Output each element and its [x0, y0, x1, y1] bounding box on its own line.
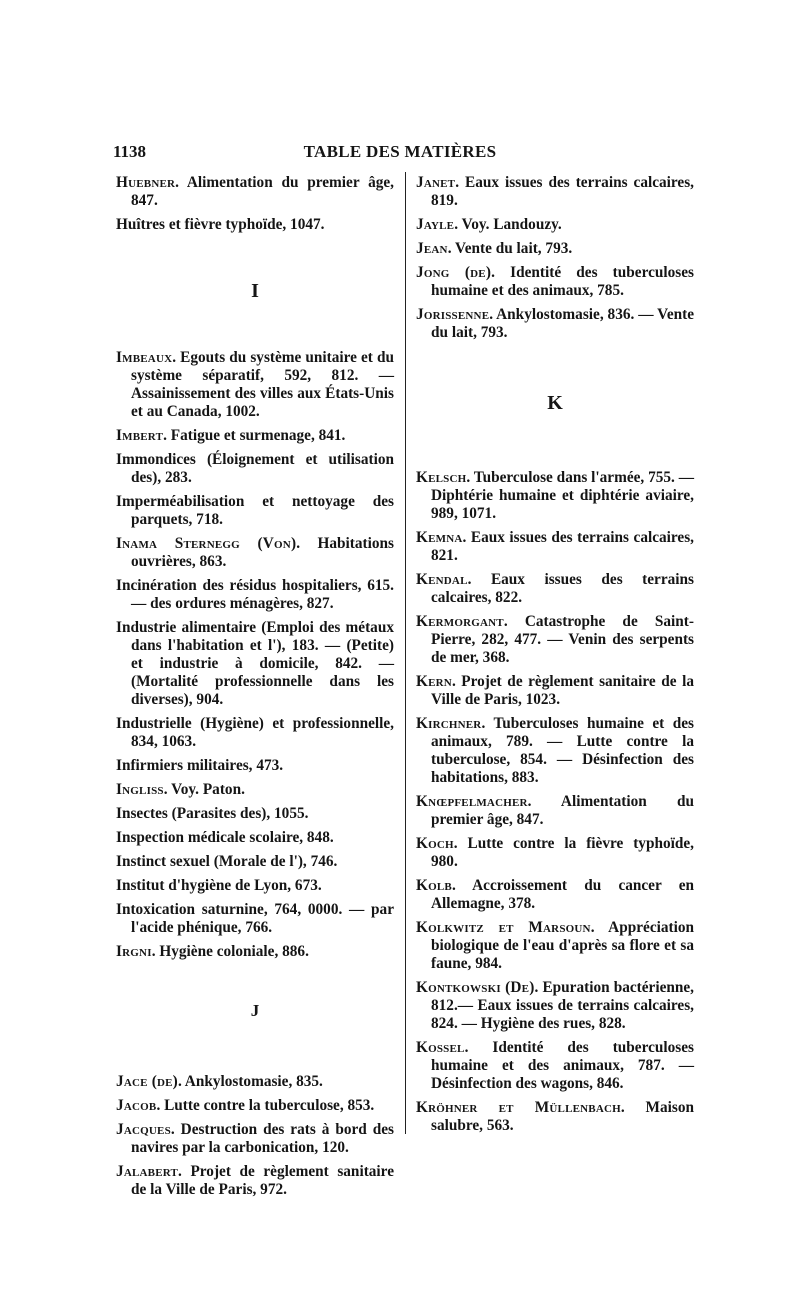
index-entry — [416, 216, 694, 234]
section-i-list — [116, 349, 394, 961]
entry-name: Koch — [416, 835, 454, 852]
index-entry — [416, 240, 694, 258]
entry-text: . Habitations ouvrières, 863. — [131, 535, 394, 570]
index-entry — [116, 577, 394, 613]
entry-name: Kossel — [416, 1039, 465, 1056]
entry-text: . Projet de règlement sanitaire de la Ville de Paris, 972. — [131, 1163, 394, 1198]
entry-text: . Tuberculose dans l'armée, 755. — Diphtérie humaine et diphtérie aviaire, 989, 1071. — [431, 469, 694, 522]
entry-text: . Identité des tuberculoses humaine et des animaux, 785. — [431, 264, 694, 299]
index-entry — [116, 1073, 394, 1091]
section-j-list — [116, 1073, 394, 1199]
entry-name: Kolb — [416, 877, 452, 894]
right-column — [416, 174, 694, 1141]
entry-name: Jace (de) — [116, 1073, 178, 1090]
index-entry — [416, 306, 694, 342]
entry-text: . Destruction des rats à bord des navires par la carbonication, 120. — [131, 1121, 394, 1156]
entry-text: Incinération des résidus hospitaliers, 615. — des ordures ménagères, 827. — [116, 577, 394, 612]
entry-text: Infirmiers militaires, 473. — [116, 757, 284, 774]
index-entry — [116, 781, 394, 799]
index-entry — [116, 901, 394, 937]
entry-text: . Tuberculoses humaine et des animaux, 789. — Lutte contre la tuberculose, 854. — Désinfection des habitations, 883. — [431, 715, 694, 786]
entry-text: . Fatigue et surmenage, 841. — [163, 427, 346, 444]
index-entry — [416, 174, 694, 210]
entry-text: . Appréciation biologique de l'eau d'après sa flore et sa faune, 984. — [431, 919, 695, 972]
entry-name: Kemna — [416, 529, 463, 546]
entry-name: Jalabert — [116, 1163, 179, 1180]
index-entry — [416, 1099, 694, 1135]
entry-text: . Voy. Paton. — [163, 781, 245, 798]
entry-name: Inama Sternegg (Von) — [116, 535, 297, 552]
page-number: 1138 — [113, 142, 147, 161]
entry-name: Imbert — [116, 427, 164, 444]
section-j-continued-list — [416, 174, 694, 342]
entry-text: . Eaux issues des terrains calcaires, 819. — [431, 174, 694, 209]
entry-name: Jacques — [116, 1121, 171, 1138]
entry-text: . Eaux issues des terrains calcaires, 822. — [431, 571, 694, 606]
entry-name: Janet — [416, 174, 456, 191]
column-divider — [405, 172, 406, 1134]
entry-text: Inspection médicale scolaire, 848. — [116, 829, 334, 846]
index-entry — [416, 529, 694, 565]
entry-name: Jacob — [116, 1097, 157, 1114]
index-entry — [416, 877, 694, 913]
entry-text: Huîtres et fièvre typhoïde, 1047. — [116, 216, 325, 233]
index-entry — [116, 805, 394, 823]
entry-name: Kern — [416, 673, 452, 690]
index-entry — [416, 673, 694, 709]
entry-text: . Epuration bactérienne, 812.— Eaux issues de terrains calcaires, 824. — Hygiène des rues, 828. — [431, 979, 694, 1032]
entry-text: Instinct sexuel (Morale de l'), 746. — [116, 853, 338, 870]
section-h-list — [116, 174, 394, 234]
entry-name: Jayle — [416, 216, 455, 233]
index-entry — [416, 264, 694, 300]
index-entry — [116, 757, 394, 775]
entry-text: . Ankylostomasie, 836. — Vente du lait, 793. — [431, 306, 694, 341]
index-entry — [116, 1097, 394, 1115]
index-entry — [116, 853, 394, 871]
entry-text: . Maison salubre, 563. — [431, 1099, 694, 1134]
entry-name: Kermorgant — [416, 613, 504, 630]
entry-text: . Hygiène coloniale, 886. — [151, 943, 309, 960]
letter-heading-j: J — [250, 1001, 260, 1020]
index-entry — [116, 174, 394, 210]
letter-heading-i: I — [251, 280, 259, 302]
entry-text: Insectes (Parasites des), 1055. — [116, 805, 309, 822]
index-entry — [116, 877, 394, 895]
entry-text: . Voy. Landouzy. — [454, 216, 562, 233]
index-entry — [116, 1121, 394, 1157]
entry-name: Jorissenne — [416, 306, 490, 323]
index-entry — [416, 979, 694, 1033]
index-entry — [116, 427, 394, 445]
section-k-list — [416, 469, 694, 1135]
entry-name: Kendal — [416, 571, 468, 588]
index-entry — [116, 715, 394, 751]
entry-text: Intoxication saturnine, 764, 0000. — par l'acide phénique, 766. — [116, 901, 394, 936]
index-entry — [116, 619, 394, 709]
entry-name: Kelsch — [416, 469, 467, 486]
index-entry — [116, 943, 394, 961]
entry-text: . Vente du lait, 793. — [447, 240, 573, 257]
entry-text: Industrie alimentaire (Emploi des métaux dans l'habitation et l'), 183. — (Petite) et industrie à domicile, 842. — (Mortalité professionnelle dans les diverses), 904. — [116, 619, 394, 708]
index-entry — [416, 1039, 694, 1093]
entry-text: . Identité des tuberculoses humaine et des animaux, 787. — Désinfection des wagons, 846. — [431, 1039, 694, 1092]
index-entry — [416, 715, 694, 787]
index-entry — [416, 469, 694, 523]
entry-name: Knœpfelmacher — [416, 793, 528, 810]
index-entry — [416, 613, 694, 667]
entry-text: Immondices (Éloignement et utilisation des), 283. — [116, 451, 394, 486]
entry-text: . Projet de règlement sanitaire de la Ville de Paris, 1023. — [431, 673, 694, 708]
entry-text: Institut d'hygiène de Lyon, 673. — [116, 877, 322, 894]
entry-text: Industrielle (Hygiène) et professionnelle, 834, 1063. — [116, 715, 394, 750]
entry-text: . Lutte contre la fièvre typhoïde, 980. — [431, 835, 694, 870]
index-entry — [416, 793, 694, 829]
entry-name: Imbeaux — [116, 349, 173, 366]
entry-name: Jean — [416, 240, 448, 257]
index-entry — [116, 216, 394, 234]
entry-name: Irgni — [116, 943, 152, 960]
index-entry — [116, 829, 394, 847]
left-column — [116, 174, 394, 1205]
entry-text: . Lutte contre la tuberculose, 853. — [156, 1097, 375, 1114]
index-entry — [116, 535, 394, 571]
entry-text: . Eaux issues des terrains calcaires, 821. — [431, 529, 694, 564]
entry-text: . Accroissement du cancer en Allemagne, 378. — [431, 877, 694, 912]
entry-text: . Egouts du système unitaire et du système séparatif, 592, 812. — Assainissement des villes aux États-Unis et au Canada, 1002. — [131, 349, 394, 420]
index-entry — [116, 1163, 394, 1199]
entry-name: Kröhner et Müllenbach — [416, 1099, 621, 1116]
index-entry — [116, 349, 394, 421]
entry-name: Kontkowski (De) — [416, 979, 535, 996]
index-entry — [416, 919, 694, 973]
entry-name: Kolkwitz et Marsoun — [416, 919, 591, 936]
index-entry — [416, 835, 694, 871]
entry-text: . Catastrophe de Saint-Pierre, 282, 477. — Venin des serpents de mer, 368. — [431, 613, 694, 666]
entry-text: . Alimentation du premier âge, 847. — [431, 793, 694, 828]
entry-name: Huebner — [116, 174, 176, 191]
index-entry — [416, 571, 694, 607]
entry-name: Jong (de) — [416, 264, 492, 281]
letter-heading-k: K — [547, 392, 563, 414]
entry-text: . Ankylostomasie, 835. — [177, 1073, 323, 1090]
running-title: TABLE DES MATIÈRES — [303, 142, 497, 161]
index-entry — [116, 493, 394, 529]
entry-name: Kirchner — [416, 715, 482, 732]
entry-text: . Alimentation du premier âge, 847. — [131, 174, 394, 209]
index-entry — [116, 451, 394, 487]
entry-name: Ingliss — [116, 781, 164, 798]
entry-text: Imperméabilisation et nettoyage des parquets, 718. — [116, 493, 394, 528]
